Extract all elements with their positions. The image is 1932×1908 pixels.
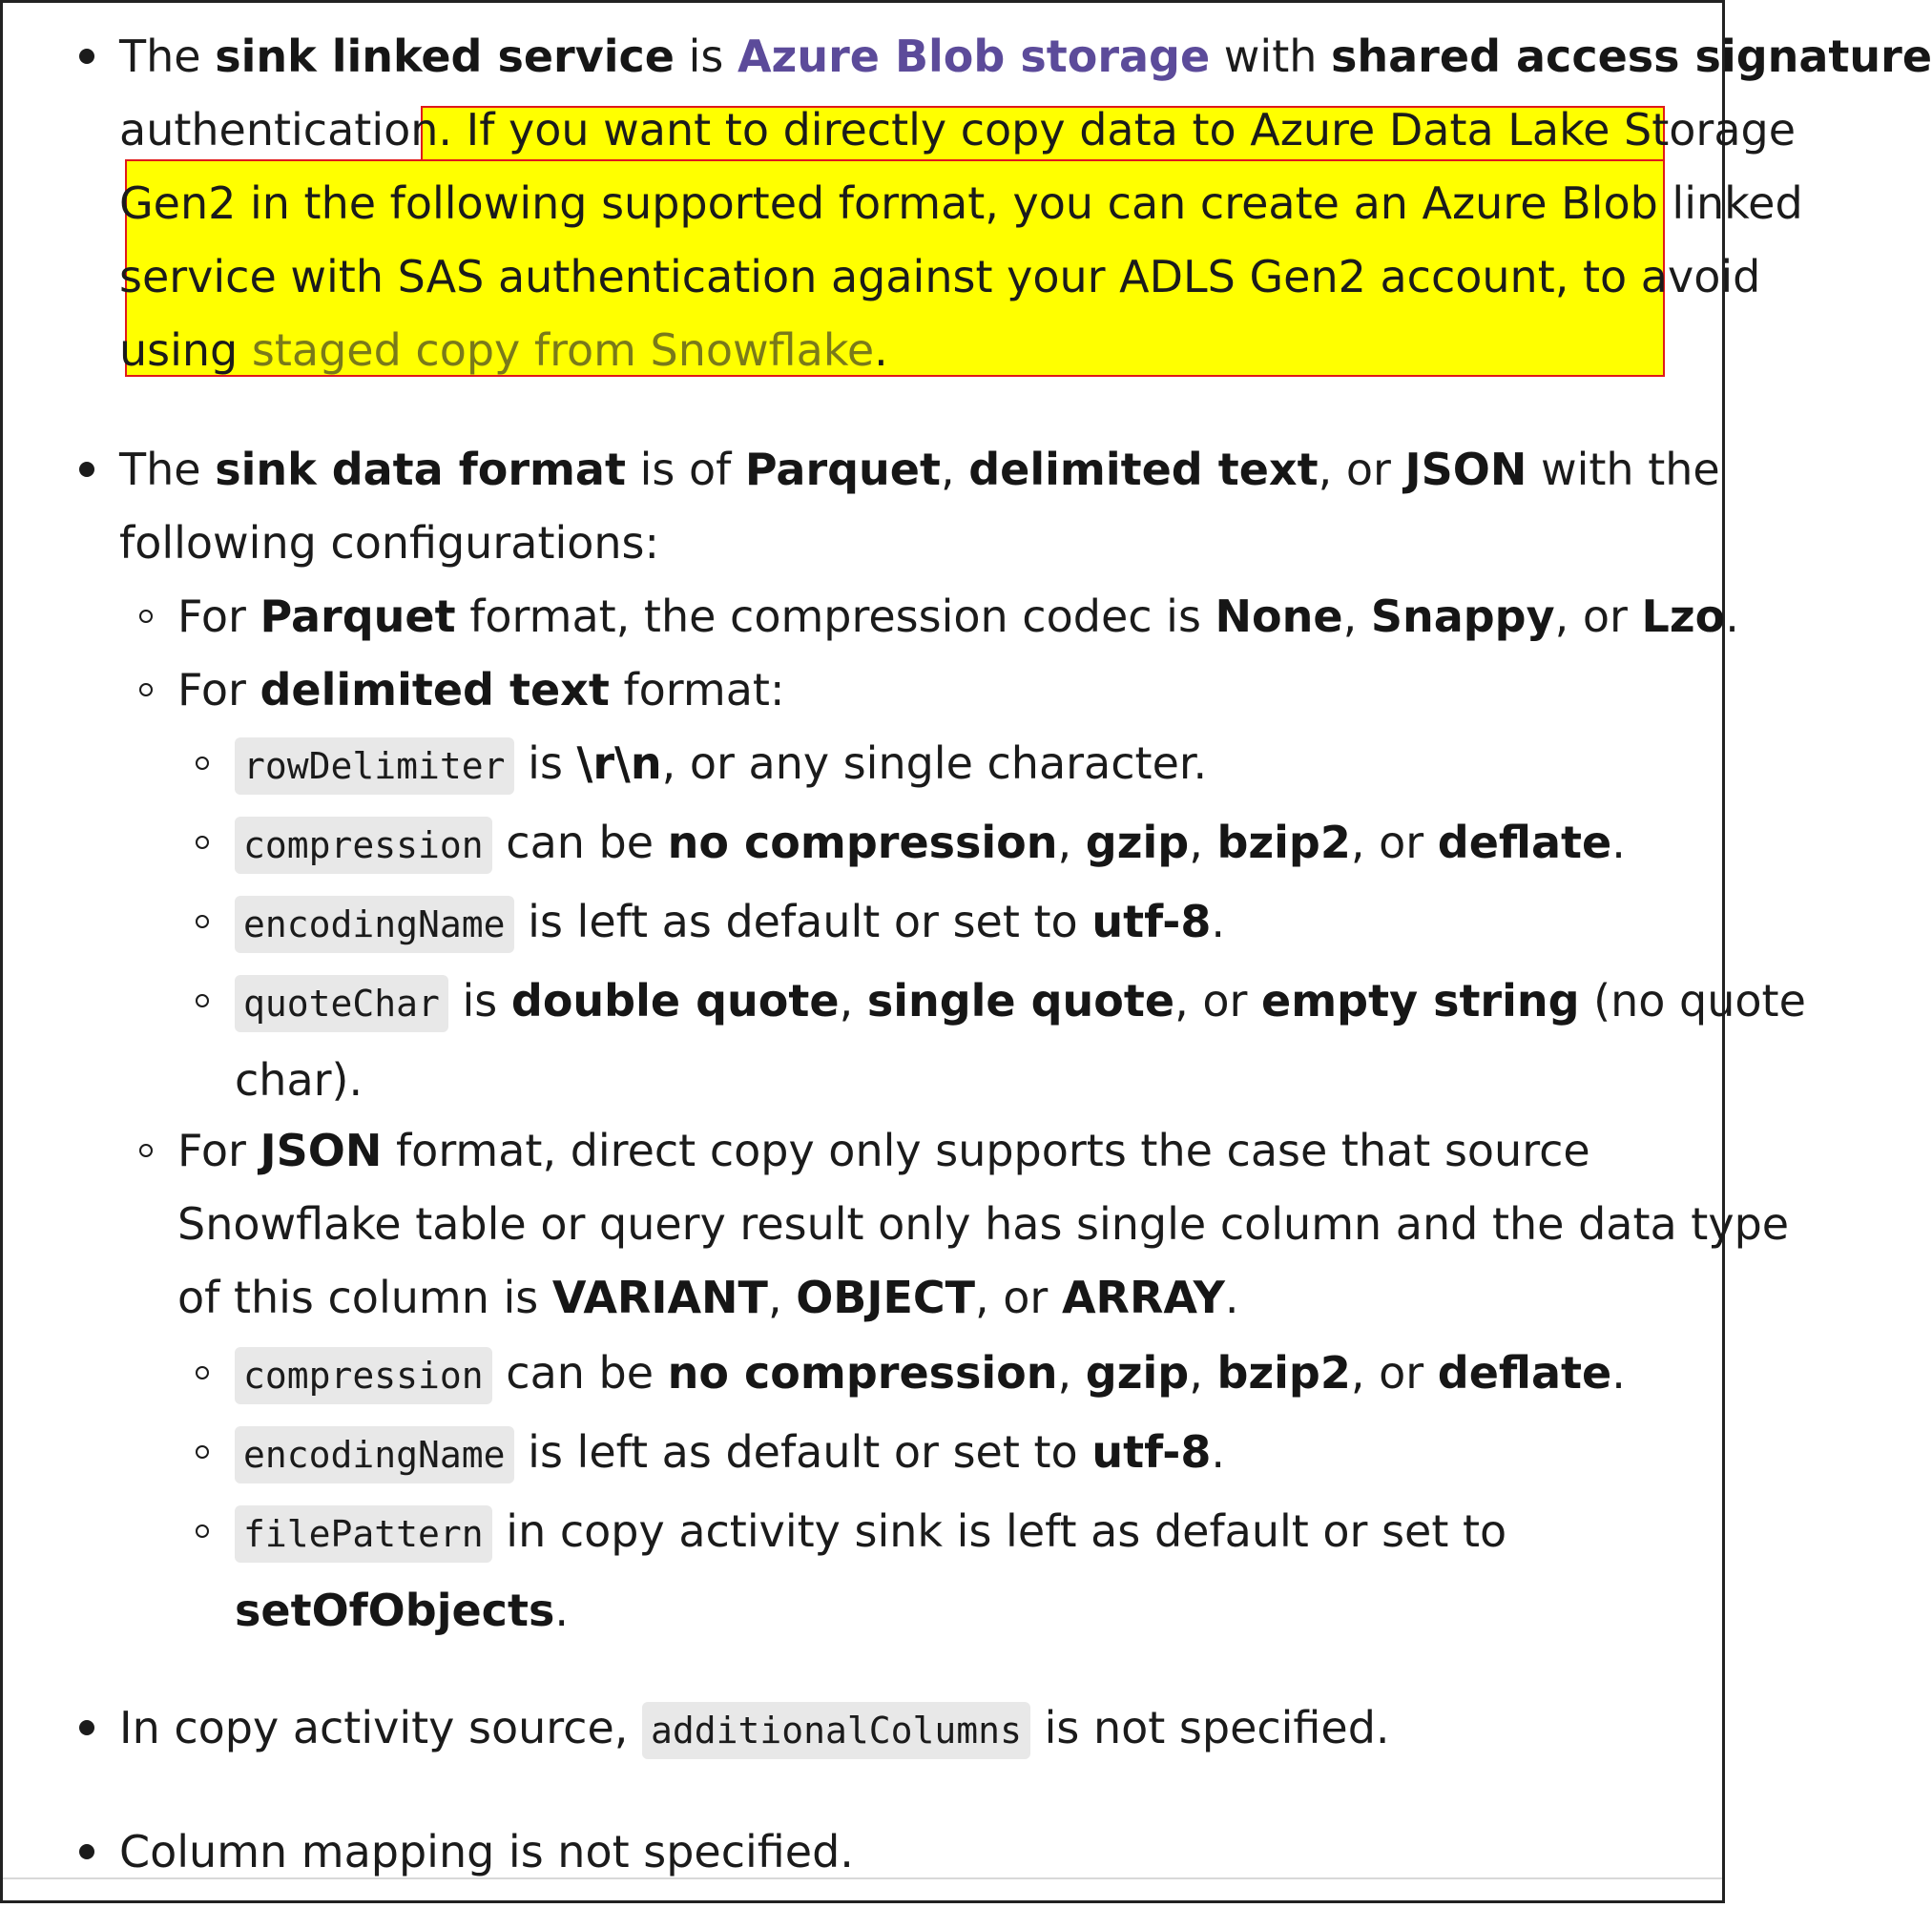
text: . bbox=[1211, 1426, 1225, 1478]
text: is of bbox=[625, 444, 745, 495]
text: . bbox=[874, 324, 888, 376]
highlighted-text: If you want to directly copy data to Azure Data Lake Storage bbox=[466, 104, 1797, 156]
bullet-circle bbox=[196, 994, 209, 1007]
text: , bbox=[767, 1272, 797, 1323]
bold-text: utf-8 bbox=[1091, 1426, 1212, 1478]
text: using bbox=[119, 324, 252, 376]
bullet-1-line-3: Gen2 in the following supported format, you can create an Azure Blob linked bbox=[119, 177, 1803, 229]
bold-text: None bbox=[1215, 591, 1343, 642]
text: For bbox=[177, 1125, 260, 1176]
json-line-1 bbox=[177, 1114, 1590, 1187]
text: Column mapping is not specified. bbox=[119, 1826, 854, 1877]
text: , bbox=[1057, 817, 1086, 868]
bullet-1-line-2 bbox=[119, 93, 1796, 166]
bullet-circle bbox=[196, 1366, 209, 1379]
bold-text: Snappy bbox=[1370, 591, 1555, 642]
bullet-circle bbox=[139, 610, 153, 623]
bold-text: shared access signature bbox=[1331, 31, 1932, 82]
json-encoding-line bbox=[235, 1416, 1225, 1488]
bold-text: bzip2 bbox=[1216, 817, 1351, 868]
code-encoding-name: encodingName bbox=[235, 1426, 514, 1483]
code-additional-columns: additionalColumns bbox=[642, 1702, 1030, 1759]
bullet-disc bbox=[79, 1844, 94, 1859]
parquet-line bbox=[177, 580, 1739, 653]
bold-text: gzip bbox=[1085, 817, 1190, 868]
bold-text: ARRAY bbox=[1061, 1272, 1225, 1323]
bold-text: VARIANT bbox=[551, 1272, 768, 1323]
bold-text: no compression bbox=[667, 817, 1058, 868]
bold-text: deflate bbox=[1437, 817, 1612, 868]
staged-copy-link[interactable]: staged copy from Snowflake bbox=[251, 324, 875, 376]
code-file-pattern: filePattern bbox=[235, 1505, 492, 1563]
file-pattern-line-2 bbox=[235, 1574, 569, 1647]
bullet-1-line-4: service with SAS authentication against your ADLS Gen2 account, to avoid bbox=[119, 251, 1761, 302]
text: , or bbox=[975, 1272, 1062, 1323]
bold-text: delimited text bbox=[968, 444, 1319, 495]
bullet-circle bbox=[196, 915, 209, 928]
text: is not specified. bbox=[1029, 1702, 1390, 1753]
text: in copy activity sink is left as default or set to bbox=[491, 1505, 1507, 1557]
bullet-1-line-5 bbox=[119, 314, 888, 386]
bold-text: Parquet bbox=[744, 444, 941, 495]
bold-text: delimited text bbox=[260, 664, 610, 716]
bottom-scroll-strip bbox=[3, 1877, 1722, 1900]
text: authentication. bbox=[119, 104, 467, 156]
text: format, the compression codec is bbox=[455, 591, 1215, 642]
text: . bbox=[554, 1585, 569, 1636]
text: (no quote bbox=[1579, 975, 1806, 1027]
text: with bbox=[1210, 31, 1332, 82]
bullet-2-line-2: following configurations: bbox=[119, 517, 660, 569]
bullet-circle bbox=[139, 683, 153, 696]
bold-text: no compression bbox=[667, 1347, 1058, 1399]
json-line-2: Snowflake table or query result only has single column and the data type bbox=[177, 1198, 1790, 1250]
bold-text: setOfObjects bbox=[235, 1585, 555, 1636]
bullet-2-line-1 bbox=[119, 433, 1720, 506]
code-compression: compression bbox=[235, 1347, 492, 1404]
bullet-circle bbox=[196, 836, 209, 849]
compression-line bbox=[235, 806, 1626, 879]
text: is left as default or set to bbox=[513, 1426, 1092, 1478]
text: is bbox=[447, 975, 511, 1027]
bullet-circle bbox=[196, 757, 209, 770]
text: , bbox=[1342, 591, 1371, 642]
bold-text: double quote bbox=[510, 975, 840, 1027]
bold-text: \r\n bbox=[576, 737, 662, 789]
bold-text: single quote bbox=[866, 975, 1175, 1027]
bullet-circle bbox=[196, 1445, 209, 1459]
bullet-3-line bbox=[119, 1691, 1390, 1764]
text: . bbox=[1224, 1272, 1239, 1323]
bold-text: empty string bbox=[1261, 975, 1580, 1027]
text: with the bbox=[1527, 444, 1720, 495]
bold-text: OBJECT bbox=[796, 1272, 976, 1323]
json-compression-line bbox=[235, 1337, 1626, 1409]
text: , or bbox=[1350, 817, 1438, 868]
text: is bbox=[674, 31, 737, 82]
text: , bbox=[839, 975, 867, 1027]
azure-blob-storage-link[interactable]: Azure Blob storage bbox=[737, 31, 1211, 82]
text: , bbox=[941, 444, 969, 495]
text: , or bbox=[1174, 975, 1262, 1027]
text: In copy activity source, bbox=[119, 1702, 643, 1753]
bold-text: bzip2 bbox=[1216, 1347, 1351, 1399]
bold-text: deflate bbox=[1437, 1347, 1612, 1399]
text: , or any single character. bbox=[661, 737, 1208, 789]
text: . bbox=[1725, 591, 1739, 642]
bold-text: Lzo bbox=[1641, 591, 1726, 642]
text: , or bbox=[1318, 444, 1405, 495]
code-encoding-name: encodingName bbox=[235, 896, 514, 953]
bullet-disc bbox=[79, 1720, 94, 1735]
bold-text: JSON bbox=[260, 1125, 383, 1176]
text: . bbox=[1611, 1347, 1626, 1399]
text: format: bbox=[609, 664, 785, 716]
text: format, direct copy only supports the case that source bbox=[382, 1125, 1590, 1176]
text: , or bbox=[1554, 591, 1642, 642]
text: For bbox=[177, 591, 260, 642]
text: . bbox=[1611, 817, 1626, 868]
file-pattern-line bbox=[235, 1495, 1506, 1567]
bold-text: sink data format bbox=[215, 444, 626, 495]
bullet-disc bbox=[79, 49, 94, 64]
text: , bbox=[1189, 1347, 1217, 1399]
text: is bbox=[513, 737, 577, 789]
bold-text: Parquet bbox=[260, 591, 456, 642]
text: of this column is bbox=[177, 1272, 552, 1323]
code-row-delimiter: rowDelimiter bbox=[235, 737, 514, 795]
text: For bbox=[177, 664, 260, 716]
text: , or bbox=[1350, 1347, 1438, 1399]
text: The bbox=[119, 31, 216, 82]
bold-text: utf-8 bbox=[1091, 896, 1212, 947]
quote-char-line-2: char). bbox=[235, 1054, 364, 1106]
text: , bbox=[1189, 817, 1217, 868]
text: can be bbox=[491, 1347, 668, 1399]
bullet-disc bbox=[79, 462, 94, 477]
bold-text: JSON bbox=[1404, 444, 1527, 495]
text: . bbox=[1211, 896, 1225, 947]
text: , bbox=[1057, 1347, 1086, 1399]
text: can be bbox=[491, 817, 668, 868]
code-compression: compression bbox=[235, 817, 492, 874]
encoding-line bbox=[235, 885, 1225, 958]
quote-char-line bbox=[235, 964, 1806, 1037]
bold-text: gzip bbox=[1085, 1347, 1190, 1399]
text: The bbox=[119, 444, 216, 495]
delimited-head-line bbox=[177, 653, 784, 726]
row-delimiter-line bbox=[235, 727, 1207, 799]
bullet-circle bbox=[139, 1144, 153, 1157]
bold-text: sink linked service bbox=[215, 31, 675, 82]
bullet-circle bbox=[196, 1524, 209, 1538]
json-line-3 bbox=[177, 1261, 1239, 1334]
bullet-1-line-1 bbox=[119, 20, 1932, 93]
text: is left as default or set to bbox=[513, 896, 1092, 947]
code-quote-char: quoteChar bbox=[235, 975, 448, 1032]
